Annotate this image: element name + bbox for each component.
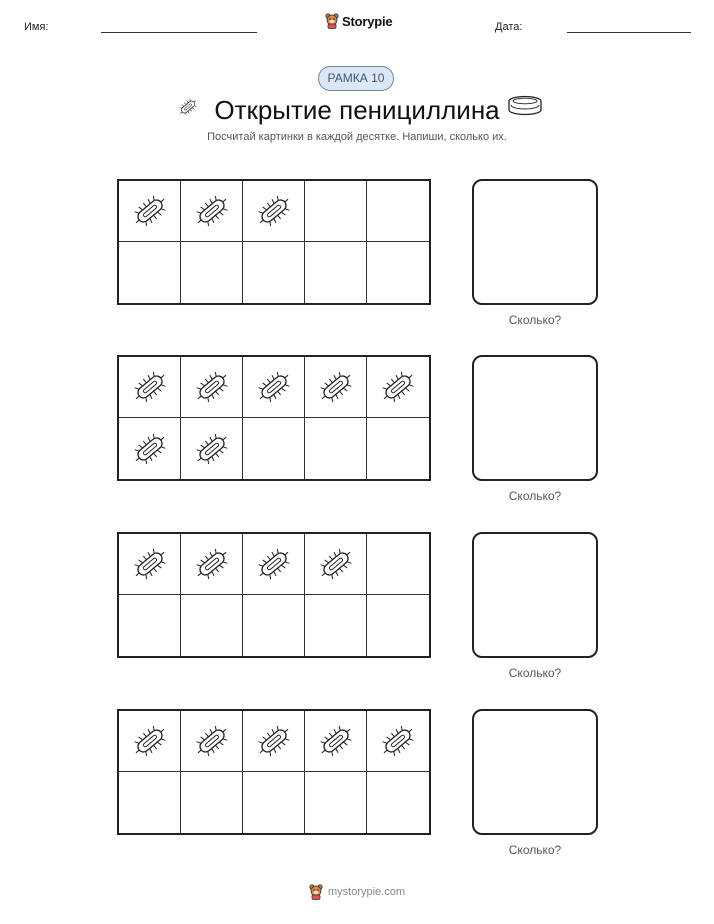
- ten-frame-cell: [243, 772, 305, 833]
- bacterium-icon: [316, 721, 356, 761]
- bacterium-icon: [130, 367, 170, 407]
- ten-frame-cell: [305, 534, 367, 595]
- ten-frame-cell: [367, 534, 429, 595]
- ten-frame: [117, 532, 431, 658]
- ten-frame-cell: [119, 534, 181, 595]
- ten-frame-cell: [305, 595, 367, 656]
- ten-frame-cell: [305, 772, 367, 833]
- bacterium-icon: [254, 544, 294, 584]
- ten-frame-cell: [181, 595, 243, 656]
- frame-badge: РАМКА 10: [318, 66, 394, 91]
- ten-frame-cell: [367, 595, 429, 656]
- bacterium-icon: [130, 721, 170, 761]
- bacterium-icon: [192, 367, 232, 407]
- ten-frame-cell: [367, 181, 429, 242]
- answer-label: Сколько?: [508, 313, 562, 327]
- bacterium-icon: [316, 367, 356, 407]
- bacterium-icon: [254, 191, 294, 231]
- storypie-logo: [325, 13, 392, 29]
- ten-frame-cell: [119, 357, 181, 418]
- ten-frame-cell: [367, 357, 429, 418]
- answer-label: Сколько?: [508, 843, 562, 857]
- name-line[interactable]: [101, 32, 257, 33]
- ten-frame: [117, 709, 431, 835]
- bear-mascot-icon: [309, 884, 323, 900]
- bacterium-icon: [254, 721, 294, 761]
- name-label: Имя:: [24, 21, 49, 33]
- bacterium-icon: [378, 721, 418, 761]
- answer-box[interactable]: [472, 355, 598, 481]
- ten-frame-cell: [243, 418, 305, 479]
- ten-frame-cell: [181, 418, 243, 479]
- bacterium-icon: [378, 367, 418, 407]
- ten-frame-cell: [305, 418, 367, 479]
- page-title: Открытие пенициллина: [214, 95, 500, 125]
- footer-url[interactable]: mystorypie.com: [327, 886, 406, 898]
- ten-frame-cell: [367, 242, 429, 303]
- bacterium-icon: [254, 367, 294, 407]
- ten-frame-cell: [181, 357, 243, 418]
- date-line[interactable]: [567, 32, 691, 33]
- answer-label: Сколько?: [508, 666, 562, 680]
- ten-frame-cell: [243, 534, 305, 595]
- ten-frame-cell: [243, 711, 305, 772]
- date-label: Дата:: [495, 21, 523, 33]
- footer: [0, 884, 714, 900]
- ten-frame-cell: [367, 772, 429, 833]
- ten-frame-cell: [119, 418, 181, 479]
- ten-frame: [117, 355, 431, 481]
- instructions: Посчитай картинки в каждой десятке. Напиши, сколько их.: [207, 131, 507, 143]
- answer-box[interactable]: [472, 179, 598, 305]
- bacterium-icon: [130, 429, 170, 469]
- petri-dish-icon: [507, 94, 543, 120]
- ten-frame: [117, 179, 431, 305]
- bacterium-icon: [130, 544, 170, 584]
- answer-label: Сколько?: [508, 489, 562, 503]
- ten-frame-cell: [181, 242, 243, 303]
- ten-frame-cell: [119, 242, 181, 303]
- bacterium-icon: [130, 191, 170, 231]
- ten-frame-cell: [119, 181, 181, 242]
- bear-mascot-icon: [325, 13, 339, 29]
- ten-frame-cell: [305, 711, 367, 772]
- ten-frame-cell: [305, 242, 367, 303]
- ten-frame-cell: [367, 418, 429, 479]
- ten-frame-cell: [181, 534, 243, 595]
- bacterium-icon: [192, 429, 232, 469]
- ten-frame-cell: [243, 357, 305, 418]
- brand-name: Storypie: [342, 13, 393, 29]
- answer-box[interactable]: [472, 709, 598, 835]
- bacterium-icon: [316, 544, 356, 584]
- ten-frame-cell: [119, 772, 181, 833]
- ten-frame-cell: [181, 772, 243, 833]
- ten-frame-cell: [119, 711, 181, 772]
- ten-frame-cell: [181, 711, 243, 772]
- ten-frame-cell: [367, 711, 429, 772]
- answer-box[interactable]: [472, 532, 598, 658]
- ten-frame-cell: [243, 181, 305, 242]
- ten-frame-cell: [305, 181, 367, 242]
- ten-frame-cell: [243, 242, 305, 303]
- ten-frame-cell: [243, 595, 305, 656]
- bacterium-icon: [192, 544, 232, 584]
- bacterium-icon: [192, 721, 232, 761]
- ten-frame-cell: [181, 181, 243, 242]
- ten-frame-cell: [305, 357, 367, 418]
- ten-frame-cell: [119, 595, 181, 656]
- bacterium-icon: [192, 191, 232, 231]
